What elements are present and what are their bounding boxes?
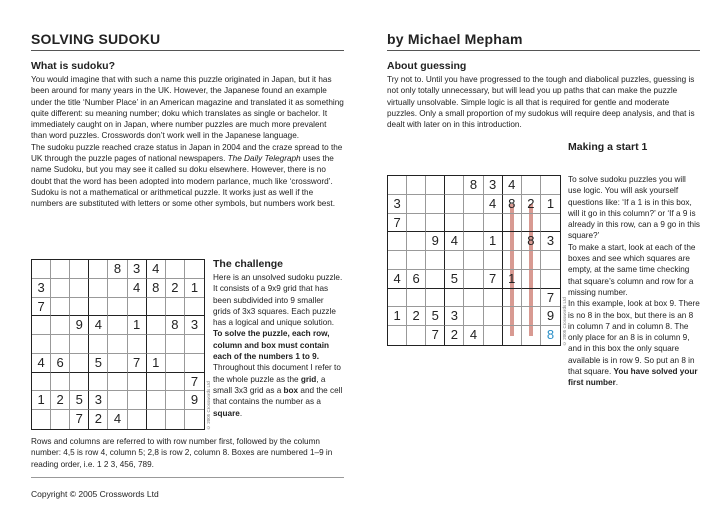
sudoku-cell-r2-c3 [70, 279, 89, 298]
sudoku-cell-r9-c3: 7 [70, 410, 89, 429]
sudoku-cell-r5-c2 [51, 335, 70, 354]
sudoku-cell-r1-c7: 4 [503, 176, 522, 195]
sudoku-cell-r4-c4: 4 [89, 316, 108, 335]
section-heading-what-is-sudoku: What is sudoku? [31, 60, 115, 72]
sudoku-cell-r5-c4 [89, 335, 108, 354]
sudoku-cell-r7-c9: 7 [185, 373, 204, 392]
sudoku-cell-r1-c2 [51, 260, 70, 279]
sudoku-cell-r4-c1 [388, 232, 407, 251]
sudoku-cell-r3-c7 [147, 298, 166, 317]
paragraph-row-column-notation: Rows and columns are referred to with row number first, followed by the column number: 4,5 is row 4, column 5; 2,8 is row 2, column 8. Boxes are numbered 1–9 in reading order, i.e. 1 2 3, 456, 789. [31, 437, 333, 469]
sudoku-cell-r2-c7: 8 [503, 195, 522, 214]
sudoku-cell-r9-c4: 2 [445, 326, 464, 345]
sudoku-cell-r4-c2 [51, 316, 70, 335]
sudoku-grid-example [387, 175, 561, 346]
sudoku-cell-r8-c5 [464, 307, 483, 326]
sudoku-cell-r5-c6 [484, 251, 503, 270]
sudoku-cell-r5-c6 [128, 335, 147, 354]
sudoku-cell-r2-c1: 3 [32, 279, 51, 298]
sudoku-cell-r6-c2: 6 [51, 354, 70, 373]
sudoku-cell-r9-c3: 7 [426, 326, 445, 345]
sudoku-cell-r9-c2 [51, 410, 70, 429]
sudoku-cell-r5-c8 [522, 251, 541, 270]
sudoku-cell-r8-c9: 9 [541, 307, 560, 326]
sudoku-cell-r8-c2: 2 [407, 307, 426, 326]
sudoku-cell-r3-c2 [51, 298, 70, 317]
sudoku-cell-r5-c8 [166, 335, 185, 354]
sudoku-cell-r8-c7 [147, 391, 166, 410]
sudoku-cell-r7-c6 [128, 373, 147, 392]
sudoku-cell-r7-c2 [407, 289, 426, 308]
sudoku-cell-r4-c3: 9 [426, 232, 445, 251]
sudoku-cell-r9-c5: 4 [108, 410, 127, 429]
sudoku-cell-r1-c8 [166, 260, 185, 279]
section-heading-challenge: The challenge [213, 258, 284, 270]
sudoku-cell-r7-c8 [166, 373, 185, 392]
sudoku-cell-r8-c3: 5 [70, 391, 89, 410]
sudoku-cell-r4-c6: 1 [128, 316, 147, 335]
sudoku-cell-r1-c2 [407, 176, 426, 195]
sudoku-cell-r7-c3 [426, 289, 445, 308]
sudoku-cell-r5-c2 [407, 251, 426, 270]
paragraph-check-boxes: To make a start, look at each of the boxes and see which squares are empty, at the same time checking that square’s column and row for a missing number. [568, 242, 696, 297]
sudoku-cell-r8-c3: 5 [426, 307, 445, 326]
sudoku-cell-r9-c1 [32, 410, 51, 429]
right-page-title: by Michael Mepham [387, 31, 523, 47]
sudoku-cell-r9-c2 [407, 326, 426, 345]
sudoku-cell-r5-c7 [503, 251, 522, 270]
sudoku-cell-r6-c9 [541, 270, 560, 289]
section-heading-making-a-start: Making a start 1 [568, 141, 648, 153]
sudoku-cell-r2-c4 [445, 195, 464, 214]
sudoku-cell-r6-c4: 5 [89, 354, 108, 373]
sudoku-cell-r3-c9 [185, 298, 204, 317]
sudoku-cell-r9-c7 [147, 410, 166, 429]
sudoku-cell-r8-c4: 3 [89, 391, 108, 410]
sudoku-cell-r1-c9 [541, 176, 560, 195]
sudoku-cell-r1-c3 [426, 176, 445, 195]
sudoku-cell-r7-c5 [108, 373, 127, 392]
sudoku-cell-r7-c7 [503, 289, 522, 308]
sudoku-cell-r3-c5 [464, 214, 483, 233]
sudoku-cell-r3-c4 [445, 214, 464, 233]
sudoku-cell-r5-c4 [445, 251, 464, 270]
sudoku-cell-r3-c6 [484, 214, 503, 233]
sudoku-cell-r6-c7: 1 [147, 354, 166, 373]
sudoku-cell-r3-c3 [70, 298, 89, 317]
sudoku-cell-r6-c4: 5 [445, 270, 464, 289]
sudoku-cell-r4-c9: 3 [541, 232, 560, 251]
sudoku-cell-r3-c8 [166, 298, 185, 317]
sudoku-cell-r7-c2 [51, 373, 70, 392]
sudoku-cell-r4-c9: 3 [185, 316, 204, 335]
sudoku-cell-r7-c9: 7 [541, 289, 560, 308]
sudoku-cell-r1-c4 [89, 260, 108, 279]
sudoku-cell-r8-c6 [128, 391, 147, 410]
sudoku-cell-r6-c5 [108, 354, 127, 373]
sudoku-cell-r7-c8 [522, 289, 541, 308]
solved-cell-r9-c9: 8 [546, 327, 555, 343]
sudoku-cell-r2-c7: 8 [147, 279, 166, 298]
sudoku-cell-r8-c9: 9 [185, 391, 204, 410]
sudoku-cell-r2-c2 [51, 279, 70, 298]
sudoku-cell-r2-c1: 3 [388, 195, 407, 214]
sudoku-cell-r2-c6: 4 [128, 279, 147, 298]
sudoku-cell-r7-c6 [484, 289, 503, 308]
sudoku-cell-r7-c3 [70, 373, 89, 392]
sudoku-cell-r5-c5 [464, 251, 483, 270]
sudoku-cell-r5-c7 [147, 335, 166, 354]
sudoku-cell-r1-c8 [522, 176, 541, 195]
sudoku-cell-r3-c9 [541, 214, 560, 233]
sudoku-cell-r9-c6 [484, 326, 503, 345]
sudoku-cell-r1-c3 [70, 260, 89, 279]
left-page-title: SOLVING SUDOKU [31, 31, 161, 47]
row-column-note [31, 436, 344, 470]
sudoku-cell-r7-c7 [147, 373, 166, 392]
sudoku-cell-r5-c1 [32, 335, 51, 354]
sudoku-cell-r4-c8: 8 [522, 232, 541, 251]
sudoku-cell-r6-c7: 1 [503, 270, 522, 289]
sudoku-cell-r6-c6: 7 [128, 354, 147, 373]
sudoku-cell-r4-c8: 8 [166, 316, 185, 335]
sudoku-cell-r1-c9 [185, 260, 204, 279]
sudoku-cell-r2-c5 [464, 195, 483, 214]
sudoku-cell-r3-c3 [426, 214, 445, 233]
sudoku-cell-r7-c5 [464, 289, 483, 308]
sudoku-cell-r9-c1 [388, 326, 407, 345]
making-a-start-text [568, 174, 700, 389]
sudoku-cell-r8-c4: 3 [445, 307, 464, 326]
section-heading-about-guessing: About guessing [387, 60, 467, 72]
sudoku-cell-r6-c1: 4 [32, 354, 51, 373]
paragraph-craze: The sudoku puzzle reached craze status in Japan in 2004 and the craze spread to the UK through the puzzle pages of national newspapers. The Daily Telegraph uses the name Sudoku, but you may see it called su doku elsewhere. However, there is no doubt that the word has been adopted into modern parlance, much like ‘crossword’. [31, 142, 343, 186]
paragraph-guessing: Try not to. Until you have progressed to the tough and diabolical puzzles, guessing is not only totally unnecessary, but will lead you up paths that can make the puzzle virtually unsolvable. Simple logic is all that is required for gentle and moderate puzzles. Only a small proportion of my sudokus will require deep analysis, and that is dealt with later on in this introduction. [387, 75, 695, 130]
sudoku-cell-r4-c5 [464, 232, 483, 251]
left-intro-text [31, 74, 344, 210]
sudoku-cell-r9-c5: 4 [464, 326, 483, 345]
copyright-notice: Copyright © 2005 Crosswords Ltd [31, 489, 159, 499]
sudoku-cell-r7-c4 [445, 289, 464, 308]
sudoku-cell-r4-c4: 4 [445, 232, 464, 251]
paragraph-box9-example: In this example, look at box 9. There is no 8 in the box, but there is an 8 in column 7 and in column 8. The only place for an 8 is in column 9, and in this box the only square available is in row 9. So put an 8 in that square. You have solved your first number. [568, 299, 700, 388]
sudoku-cell-r6-c8 [166, 354, 185, 373]
grid-credit-right: © 2005 Crosswords Ltd [562, 297, 567, 346]
sudoku-cell-r8-c8 [166, 391, 185, 410]
sudoku-cell-r3-c1: 7 [32, 298, 51, 317]
sudoku-cell-r3-c8 [522, 214, 541, 233]
sudoku-cell-r9-c6 [128, 410, 147, 429]
left-title-rule [31, 50, 344, 51]
right-title-rule [387, 50, 700, 51]
sudoku-cell-r5-c3 [70, 335, 89, 354]
paragraph-use-logic: To solve sudoku puzzles you will use logic. You will ask yourself questions like: ‘If a 1 is in this box, will it go in this column?’ or ‘If a 9 is already in this row, can a 9 go in this square?’ [568, 175, 700, 241]
sudoku-cell-r2-c9: 1 [185, 279, 204, 298]
sudoku-cell-r9-c8 [522, 326, 541, 345]
sudoku-cell-r8-c2: 2 [51, 391, 70, 410]
sudoku-cell-r2-c3 [426, 195, 445, 214]
paragraph-origin: You would imagine that with such a name this puzzle originated in Japan, but it has been around for many years in the UK. However, the Japanese found an example under the title ‘Number Place’ in an American magazine and translated it as something quite different: su meaning number; doku which translates as single or bachelor. It immediately caught on in Japan, where number puzzles are much more prevalent than word puzzles. Crosswords don’t work well in the Japanese language. [31, 75, 344, 141]
sudoku-cell-r5-c5 [108, 335, 127, 354]
sudoku-cell-r5-c9 [541, 251, 560, 270]
sudoku-cell-r7-c1 [388, 289, 407, 308]
sudoku-cell-r1-c6: 3 [128, 260, 147, 279]
sudoku-cell-r8-c8 [522, 307, 541, 326]
sudoku-cell-r4-c2 [407, 232, 426, 251]
sudoku-cell-r2-c5 [108, 279, 127, 298]
sudoku-cell-r8-c1: 1 [388, 307, 407, 326]
sudoku-cell-r4-c7 [147, 316, 166, 335]
sudoku-cell-r2-c6: 4 [484, 195, 503, 214]
sudoku-cell-r3-c6 [128, 298, 147, 317]
sudoku-cell-r3-c4 [89, 298, 108, 317]
sudoku-cell-r3-c5 [108, 298, 127, 317]
sudoku-cell-r3-c7 [503, 214, 522, 233]
sudoku-cell-r9-c8 [166, 410, 185, 429]
sudoku-cell-r1-c7: 4 [147, 260, 166, 279]
footer-rule [31, 477, 344, 478]
sudoku-cell-r3-c1: 7 [388, 214, 407, 233]
guessing-text [387, 74, 700, 130]
sudoku-cell-r5-c1 [388, 251, 407, 270]
sudoku-cell-r8-c1: 1 [32, 391, 51, 410]
sudoku-cell-r4-c5 [108, 316, 127, 335]
sudoku-cell-r2-c4 [89, 279, 108, 298]
sudoku-cell-r1-c1 [388, 176, 407, 195]
sudoku-cell-r8-c5 [108, 391, 127, 410]
paragraph-terminology: Throughout this document I refer to the whole puzzle as the grid, a small 3x3 grid as a box and the cell that contains the number as a square. [213, 363, 343, 418]
sudoku-cell-r6-c6: 7 [484, 270, 503, 289]
sudoku-cell-r2-c8: 2 [166, 279, 185, 298]
sudoku-cell-r1-c1 [32, 260, 51, 279]
sudoku-cell-r9-c7 [503, 326, 522, 345]
sudoku-cell-r9-c9 [185, 410, 204, 429]
sudoku-cell-r4-c1 [32, 316, 51, 335]
sudoku-cell-r6-c8 [522, 270, 541, 289]
sudoku-cell-r2-c9: 1 [541, 195, 560, 214]
sudoku-cell-r4-c6: 1 [484, 232, 503, 251]
sudoku-cell-r1-c6: 3 [484, 176, 503, 195]
sudoku-cell-r6-c3 [70, 354, 89, 373]
sudoku-cell-r2-c2 [407, 195, 426, 214]
sudoku-cell-r6-c3 [426, 270, 445, 289]
grid-credit-left: © 2005 Crosswords Ltd [206, 381, 211, 430]
sudoku-cell-r5-c9 [185, 335, 204, 354]
sudoku-cell-r3-c2 [407, 214, 426, 233]
sudoku-cell-r4-c3: 9 [70, 316, 89, 335]
sudoku-cell-r2-c8: 2 [522, 195, 541, 214]
sudoku-cell-r1-c5: 8 [108, 260, 127, 279]
sudoku-cell-r9-c4: 2 [89, 410, 108, 429]
sudoku-cell-r6-c5 [464, 270, 483, 289]
sudoku-cell-r8-c6 [484, 307, 503, 326]
sudoku-cell-r6-c9 [185, 354, 204, 373]
sudoku-cell-r1-c5: 8 [464, 176, 483, 195]
sudoku-cell-r6-c2: 6 [407, 270, 426, 289]
sudoku-cell-r1-c4 [445, 176, 464, 195]
sudoku-cell-r7-c1 [32, 373, 51, 392]
paragraph-challenge-rules: Here is an unsolved sudoku puzzle. It consists of a 9x9 grid that has been subdivided into 9 smaller grids of 3x3 squares. Each puzzle has a logical and unique solution. To solve the puzzle, each row, column and box must contain each of the numbers 1 to 9. [213, 273, 343, 362]
paragraph-not-maths: Sudoku is not a mathematical or arithmetical puzzle. It works just as well if the numbers are substituted with letters or some other symbols, but numbers work best. [31, 187, 335, 209]
sudoku-cell-r4-c7 [503, 232, 522, 251]
sudoku-cell-r8-c7 [503, 307, 522, 326]
challenge-text [213, 272, 343, 419]
sudoku-cell-r5-c3 [426, 251, 445, 270]
sudoku-cell-r6-c1: 4 [388, 270, 407, 289]
sudoku-grid-unsolved [31, 259, 205, 430]
sudoku-cell-r7-c4 [89, 373, 108, 392]
